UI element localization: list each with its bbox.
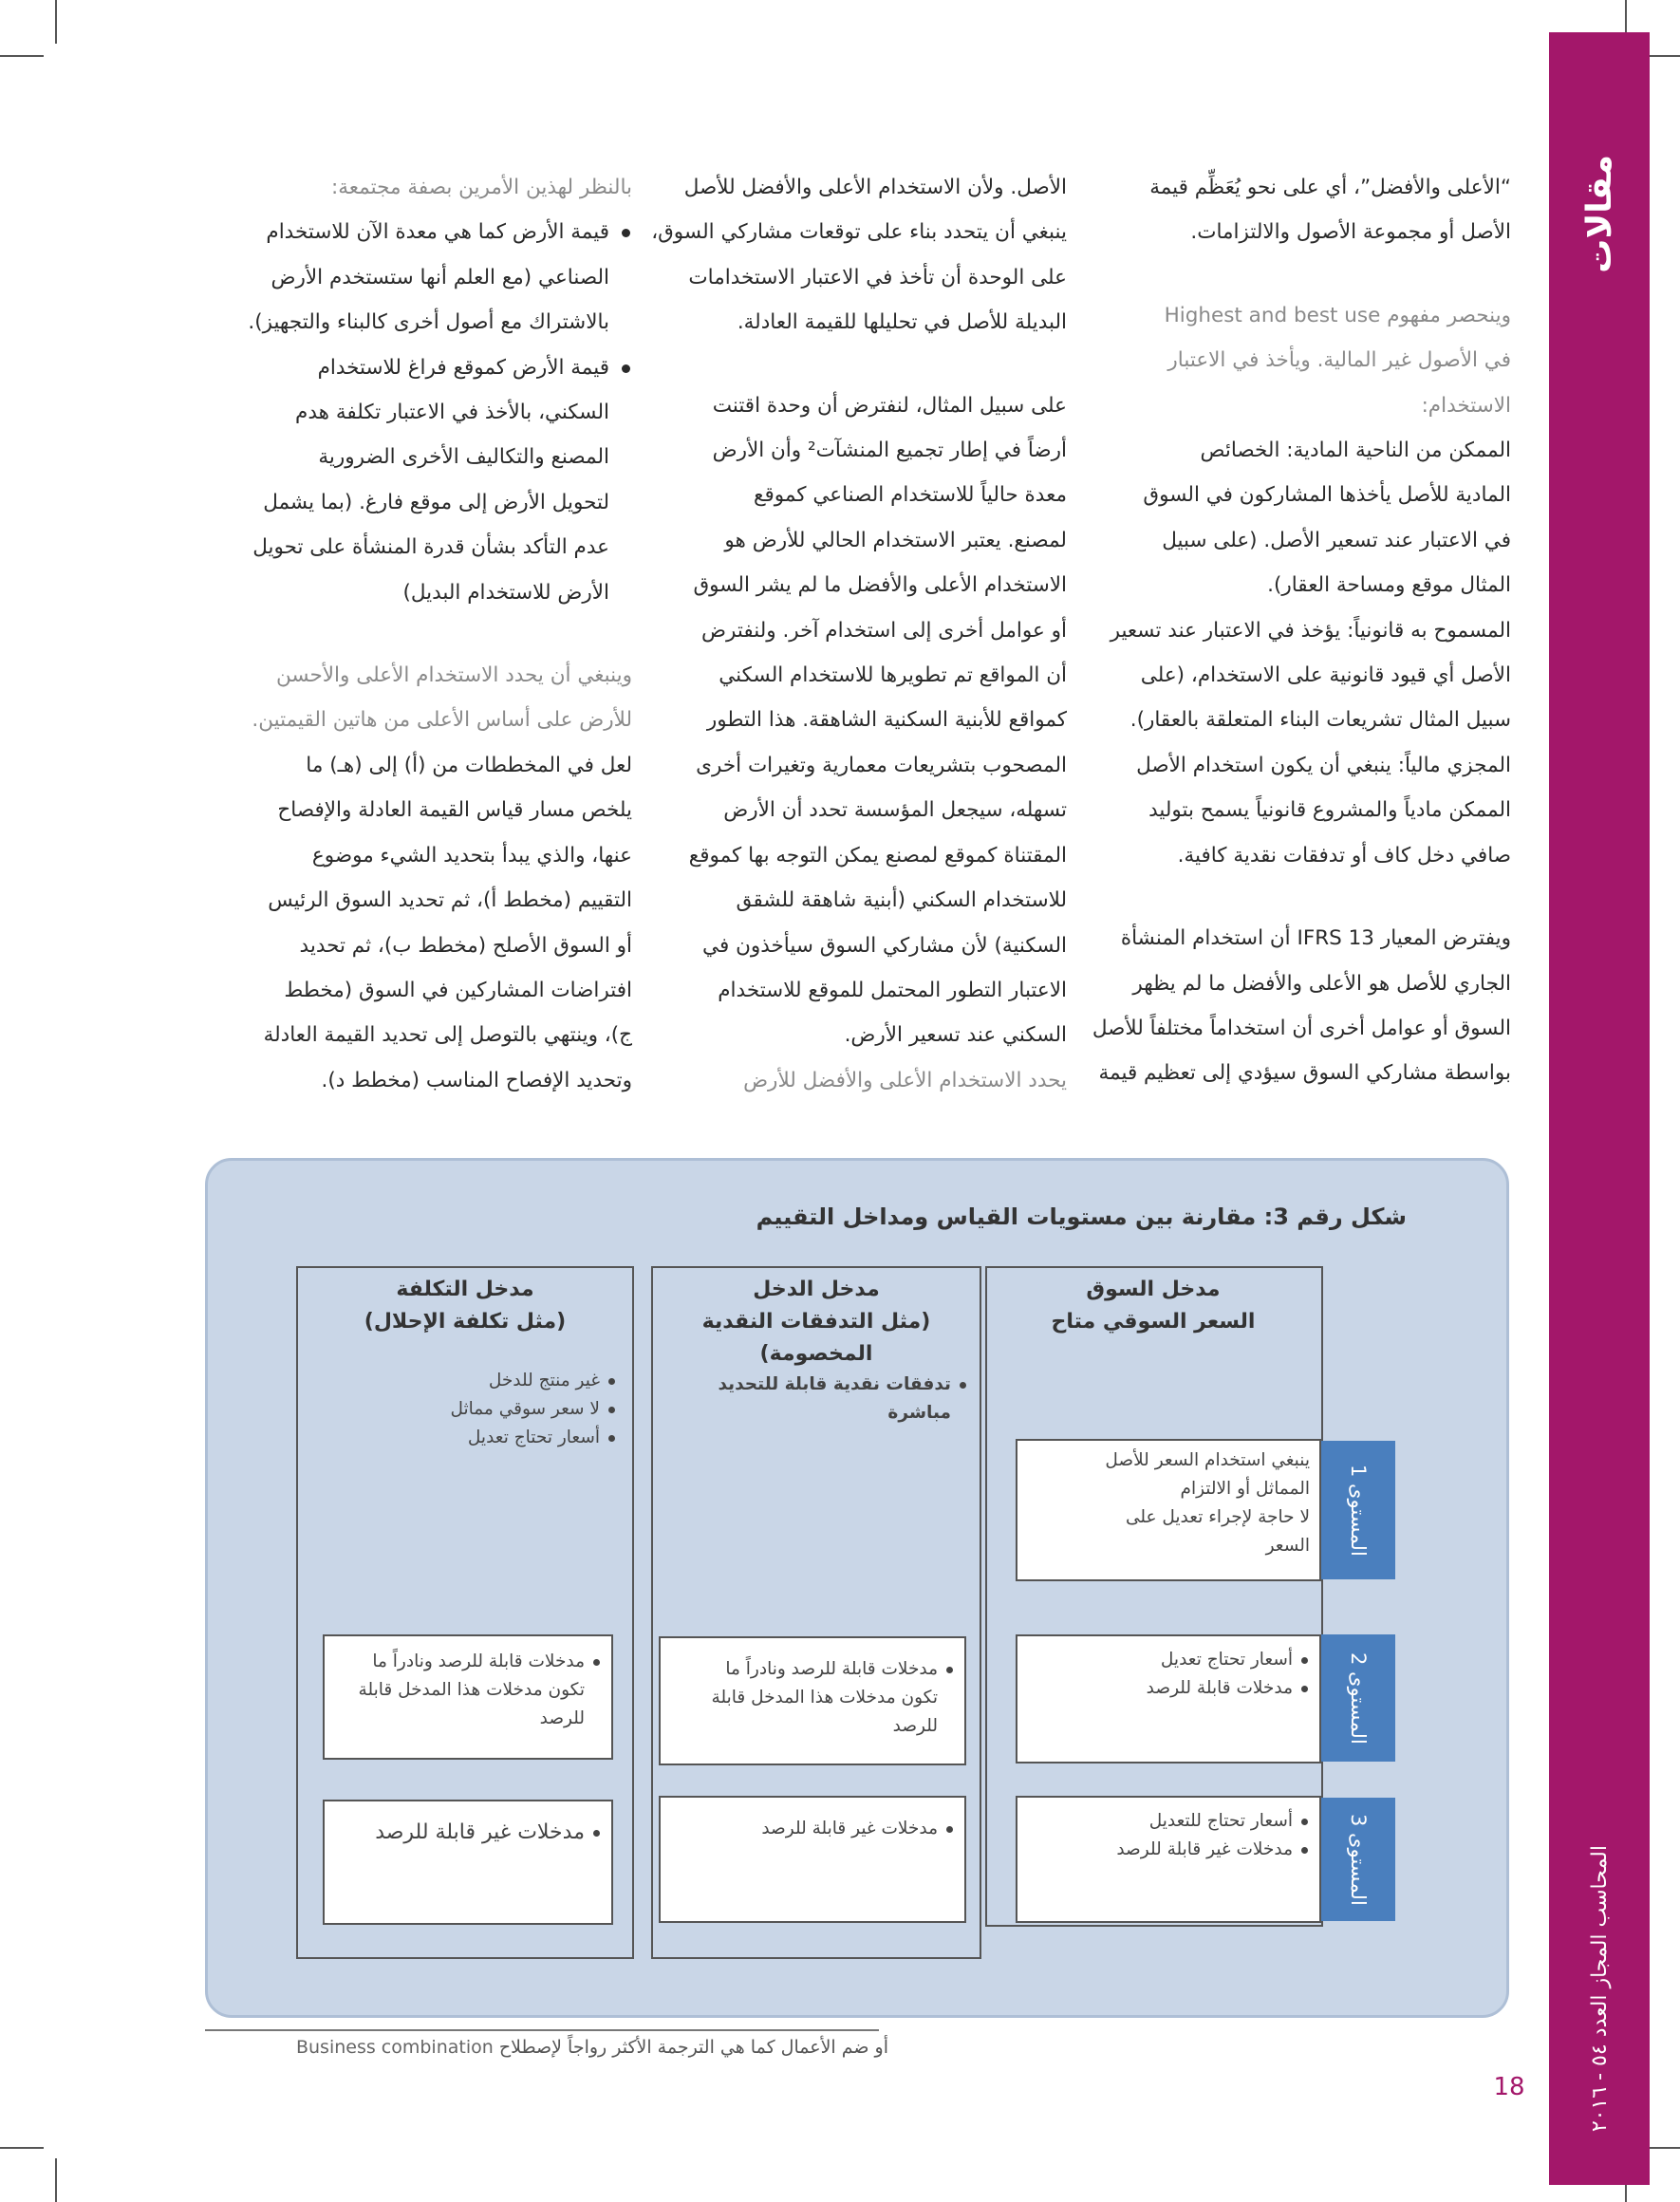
- cell-line: السعر: [1265, 1536, 1310, 1556]
- list-item: أسعار تحتاج للتعديل: [1025, 1807, 1310, 1836]
- list-item: تدفقات نقدية قابلة للتحديد مباشرة: [664, 1371, 968, 1428]
- level-2-label: [1321, 1634, 1395, 1762]
- text-line: الأصل أي قيود قانونية على الاستخدام، (على: [1140, 663, 1511, 688]
- text-line: تسهله، سيجعل المؤسسة تحدد أن الأرض: [723, 798, 1067, 823]
- text-line: وينحصر مفهوم Highest and best use: [1164, 303, 1511, 327]
- cell-line: تكون مدخلات هذا المدخل قابلة: [711, 1688, 938, 1707]
- text-column-middle: [649, 165, 1067, 1103]
- text-line: على الوحدة أن تأخذ في الاعتبار الاستخدامات: [688, 265, 1067, 289]
- text-line: السكني عند تسعير الأرض.: [844, 1023, 1067, 1048]
- income-level-3-cell: [659, 1796, 966, 1923]
- text-line: المصحوب بتشريعات معمارية وتغيرات أخرى: [696, 753, 1067, 777]
- magazine-label-text: المحاسب المجاز العدد ٥٤ - ٢٠١٦: [1587, 1844, 1612, 2133]
- text-line: كمواقع للأبنية السكنية الشاهقة. هذا التطور: [706, 708, 1067, 733]
- text-line: افتراضات المشاركين في السوق (مخطط: [284, 978, 632, 1002]
- market-approach-heading: [987, 1274, 1319, 1338]
- text-line: الصناعي (مع العلم أنها ستستخدم الأرض: [271, 265, 609, 289]
- text-column-left: [203, 165, 632, 1103]
- page-number: 18: [1493, 2073, 1525, 2101]
- text-line: في الاعتبار عند تسعير الأصل. (على سبيل: [1162, 528, 1511, 552]
- text-line: [203, 615, 632, 653]
- text-line: المثال موقع ومساحة العقار).: [1267, 573, 1511, 598]
- text-line: بالنظر لهذين الأمرين بصفة مجتمعة:: [331, 176, 632, 199]
- text-line: ينبغي أن يتحدد بناء على توقعات مشاركي السوق،: [651, 220, 1067, 245]
- text-line: عدم التأكد بشأن قدرة المنشأة على تحويل: [252, 535, 609, 560]
- cell-line: لا حاجة لإجراء تعديل على: [1125, 1507, 1310, 1527]
- footnote: [205, 2037, 888, 2058]
- text-line: أرضاً في إطار تجميع المنشآت² وأن الأرض: [712, 439, 1067, 463]
- text-line: البديلة للأصل في تحليلها للقيمة العادلة.: [737, 310, 1067, 335]
- footnote-text: أو ضم الأعمال كما هي الترجمة الأكثر رواجاً لإصطلاح: [498, 2037, 888, 2058]
- text-line: في الأصول غير المالية. ويأخذ في الاعتبار: [1167, 348, 1511, 373]
- text-line: يحدد الاستخدام الأعلى والأفضل للأرض: [743, 1068, 1067, 1092]
- text-line: لتحويل الأرض إلى موقع فارغ. (بما يشمل: [263, 490, 609, 514]
- footnote-term: Business combination: [295, 2037, 494, 2058]
- text-line: يلخص مسار قياس القيمة العادلة والإفصاح: [277, 798, 632, 823]
- text-line: قيمة الأرض كموقع فراغ للاستخدام: [203, 345, 632, 390]
- text-column-right: [1069, 165, 1511, 1096]
- text-line: المجزي مالياً: ينبغي أن يكون استخدام الأصل: [1136, 753, 1511, 777]
- figure-title: شكل رقم 3: مقارنة بين مستويات القياس ومداخل التقييم: [756, 1204, 1407, 1230]
- income-approach-subtitle: (مثل التدفقات النقدية المخصومة): [701, 1310, 931, 1366]
- list-item: أسعار تحتاج تعديل: [313, 1424, 617, 1452]
- text-line: السكنية) لأن مشاركي السوق سيأخذون في: [702, 933, 1067, 958]
- text-line: [1069, 255, 1511, 293]
- cell-line: المماثل أو الالتزام: [1180, 1479, 1310, 1499]
- text-line: أن المواقع تم تطويرها للاستخدام السكني: [719, 663, 1067, 688]
- income-approach-title: مدخل الدخل: [753, 1278, 880, 1301]
- section-label: [1549, 142, 1650, 285]
- text-line: وتحديد الإفصاح المناسب (مخطط د).: [321, 1068, 632, 1092]
- list-item: أسعار تحتاج تعديل: [1025, 1646, 1310, 1674]
- text-line: الأصل. ولأن الاستخدام الأعلى والأفضل للأصل: [683, 176, 1067, 199]
- text-line: التقييم (مخطط أ)، ثم تحديد السوق الرئيس: [268, 888, 632, 913]
- text-line: “الأعلى والأفضل”، أي على نحو يُعَظِّم قيمة: [1149, 176, 1511, 199]
- crop-mark: [0, 55, 44, 57]
- section-label-text: مقالات: [1579, 154, 1619, 273]
- text-line: للاستخدام السكني (أبنية شاهقة للشقق: [736, 888, 1067, 913]
- text-line: معدة حالياً للاستخدام الصناعي كموقع: [754, 483, 1067, 508]
- cost-level-3-cell: [323, 1800, 613, 1925]
- text-line: الممكن مادياً والمشروع قانونياً يسمح بتوليد: [1148, 798, 1511, 823]
- text-line: أو السوق الأصلح (مخطط ب)، ثم تحديد: [299, 933, 632, 958]
- magazine-label: [1549, 1832, 1650, 2145]
- cost-approach-bullets: [313, 1367, 617, 1452]
- crop-mark: [0, 2147, 44, 2149]
- text-line: الأصل أو مجموعة الأصول والالتزامات.: [1190, 220, 1511, 245]
- cell-line: تكون مدخلات هذا المدخل قابلة: [358, 1680, 585, 1700]
- text-line: الاعتبار التطور المحتمل للموقع للاستخدام: [718, 978, 1067, 1002]
- level-3-text: المستوى 3: [1347, 1813, 1370, 1906]
- cell-line: للرصد: [539, 1708, 585, 1728]
- level-1-text: المستوى 1: [1347, 1464, 1370, 1557]
- cost-approach-heading: [298, 1274, 632, 1338]
- crop-mark: [55, 0, 57, 44]
- level-2-text: المستوى 2: [1347, 1652, 1370, 1745]
- text-line: صافي دخل كاف أو تدفقات نقدية كافية.: [1177, 843, 1511, 868]
- text-line: الاستخدام الأعلى والأفضل ما لم يشر السوق: [693, 573, 1067, 598]
- text-line: [649, 345, 1067, 383]
- cost-level-2-cell: [323, 1634, 613, 1760]
- income-approach-heading: [653, 1274, 980, 1371]
- list-item: مدخلات قابلة للرصد ونادراً ما: [332, 1648, 602, 1676]
- text-line: أو عوامل أخرى إلى استخدام آخر. ولنفترض: [701, 618, 1067, 643]
- text-line: بواسطة مشاركي السوق سيؤدي إلى تعظيم قيمة: [1098, 1061, 1511, 1086]
- text-line: قيمة الأرض كما هي معدة الآن للاستخدام: [203, 210, 632, 254]
- text-line: عنها، والذي يبدأ بتحديد الشيء موضوع: [311, 843, 632, 868]
- text-line: لمصنع. يعتبر الاستخدام الحالي للأرض هو: [724, 528, 1067, 552]
- text-line: للأرض على أساس الأعلى من هاتين القيمتين.: [252, 708, 632, 733]
- text-line: المصنع والتكاليف الأخرى الضرورية: [318, 445, 609, 470]
- list-item: مدخلات غير قابلة للرصد: [1025, 1836, 1310, 1864]
- text-line: وينبغي أن يحدد الاستخدام الأعلى والأحسن: [275, 663, 632, 688]
- list-item: مدخلات غير قابلة للرصد: [332, 1819, 602, 1847]
- cost-approach-title: مدخل التكلفة: [396, 1278, 534, 1301]
- text-line: ويفترض المعيار IFRS 13 أن استخدام المنشأة: [1120, 926, 1511, 951]
- list-item: مدخلات قابلة للرصد: [1025, 1674, 1310, 1703]
- text-line: لعل في المخططات من (أ) إلى (هـ) ما: [306, 753, 632, 777]
- list-item: مدخلات غير قابلة للرصد: [668, 1815, 955, 1843]
- text-line: بالاشتراك مع أصول أخرى كالبناء والتجهيز).: [248, 310, 609, 335]
- text-line: [1069, 878, 1511, 916]
- text-line: سبيل المثال تشريعات البناء المتعلقة بالعقار).: [1129, 708, 1511, 733]
- footnote-rule: [205, 2029, 879, 2031]
- market-approach-subtitle: السعر السوقي متاح: [1051, 1310, 1256, 1334]
- income-level-2-cell: [659, 1636, 966, 1765]
- text-line: الممكن من الناحية المادية: الخصائص: [1200, 439, 1511, 463]
- text-line: السكني، بالأخذ في الاعتبار تكلفة هدم: [295, 401, 609, 425]
- list-item: لا سعر سوقي مماثل: [313, 1395, 617, 1424]
- market-level-2-cell: [1016, 1634, 1321, 1763]
- cost-approach-subtitle: (مثل تكلفة الإحلال): [364, 1310, 567, 1334]
- market-approach-title: مدخل السوق: [1086, 1278, 1221, 1301]
- text-line: المقتناة كموقع لمصنع يمكن التوجه بها كموقع: [688, 843, 1067, 868]
- list-item: غير منتج للدخل: [313, 1367, 617, 1395]
- list-item: مدخلات قابلة للرصد ونادراً ما: [668, 1655, 955, 1684]
- text-line: السوق أو عوامل أخرى أن استخداماً مختلفاً للأصل: [1092, 1016, 1511, 1040]
- income-approach-bullets: [664, 1371, 968, 1428]
- cell-line: للرصد: [892, 1716, 938, 1736]
- text-line: ج)، وينتهي بالتوصل إلى تحديد القيمة العادلة: [263, 1023, 632, 1048]
- text-line: الجاري للأصل هو الأعلى والأفضل ما لم يظهر: [1132, 971, 1511, 996]
- text-line: الأرض للاستخدام البديل): [402, 580, 609, 605]
- crop-mark: [55, 2158, 57, 2202]
- text-line: المادية للأصل يأخذها المشاركون في السوق: [1143, 483, 1511, 508]
- text-line: المسموح به قانونياً: يؤخذ في الاعتبار عند تسعير: [1110, 618, 1511, 643]
- market-level-3-cell: [1016, 1796, 1321, 1923]
- text-line: الاستخدام:: [1421, 393, 1511, 418]
- text-line: على سبيل المثال، لنفترض أن وحدة اقتنت: [712, 393, 1067, 418]
- market-level-1-cell: [1016, 1439, 1321, 1581]
- level-1-label: [1321, 1441, 1395, 1579]
- cell-line: ينبغي استخدام السعر للأصل: [1105, 1450, 1310, 1470]
- level-3-label: [1321, 1798, 1395, 1921]
